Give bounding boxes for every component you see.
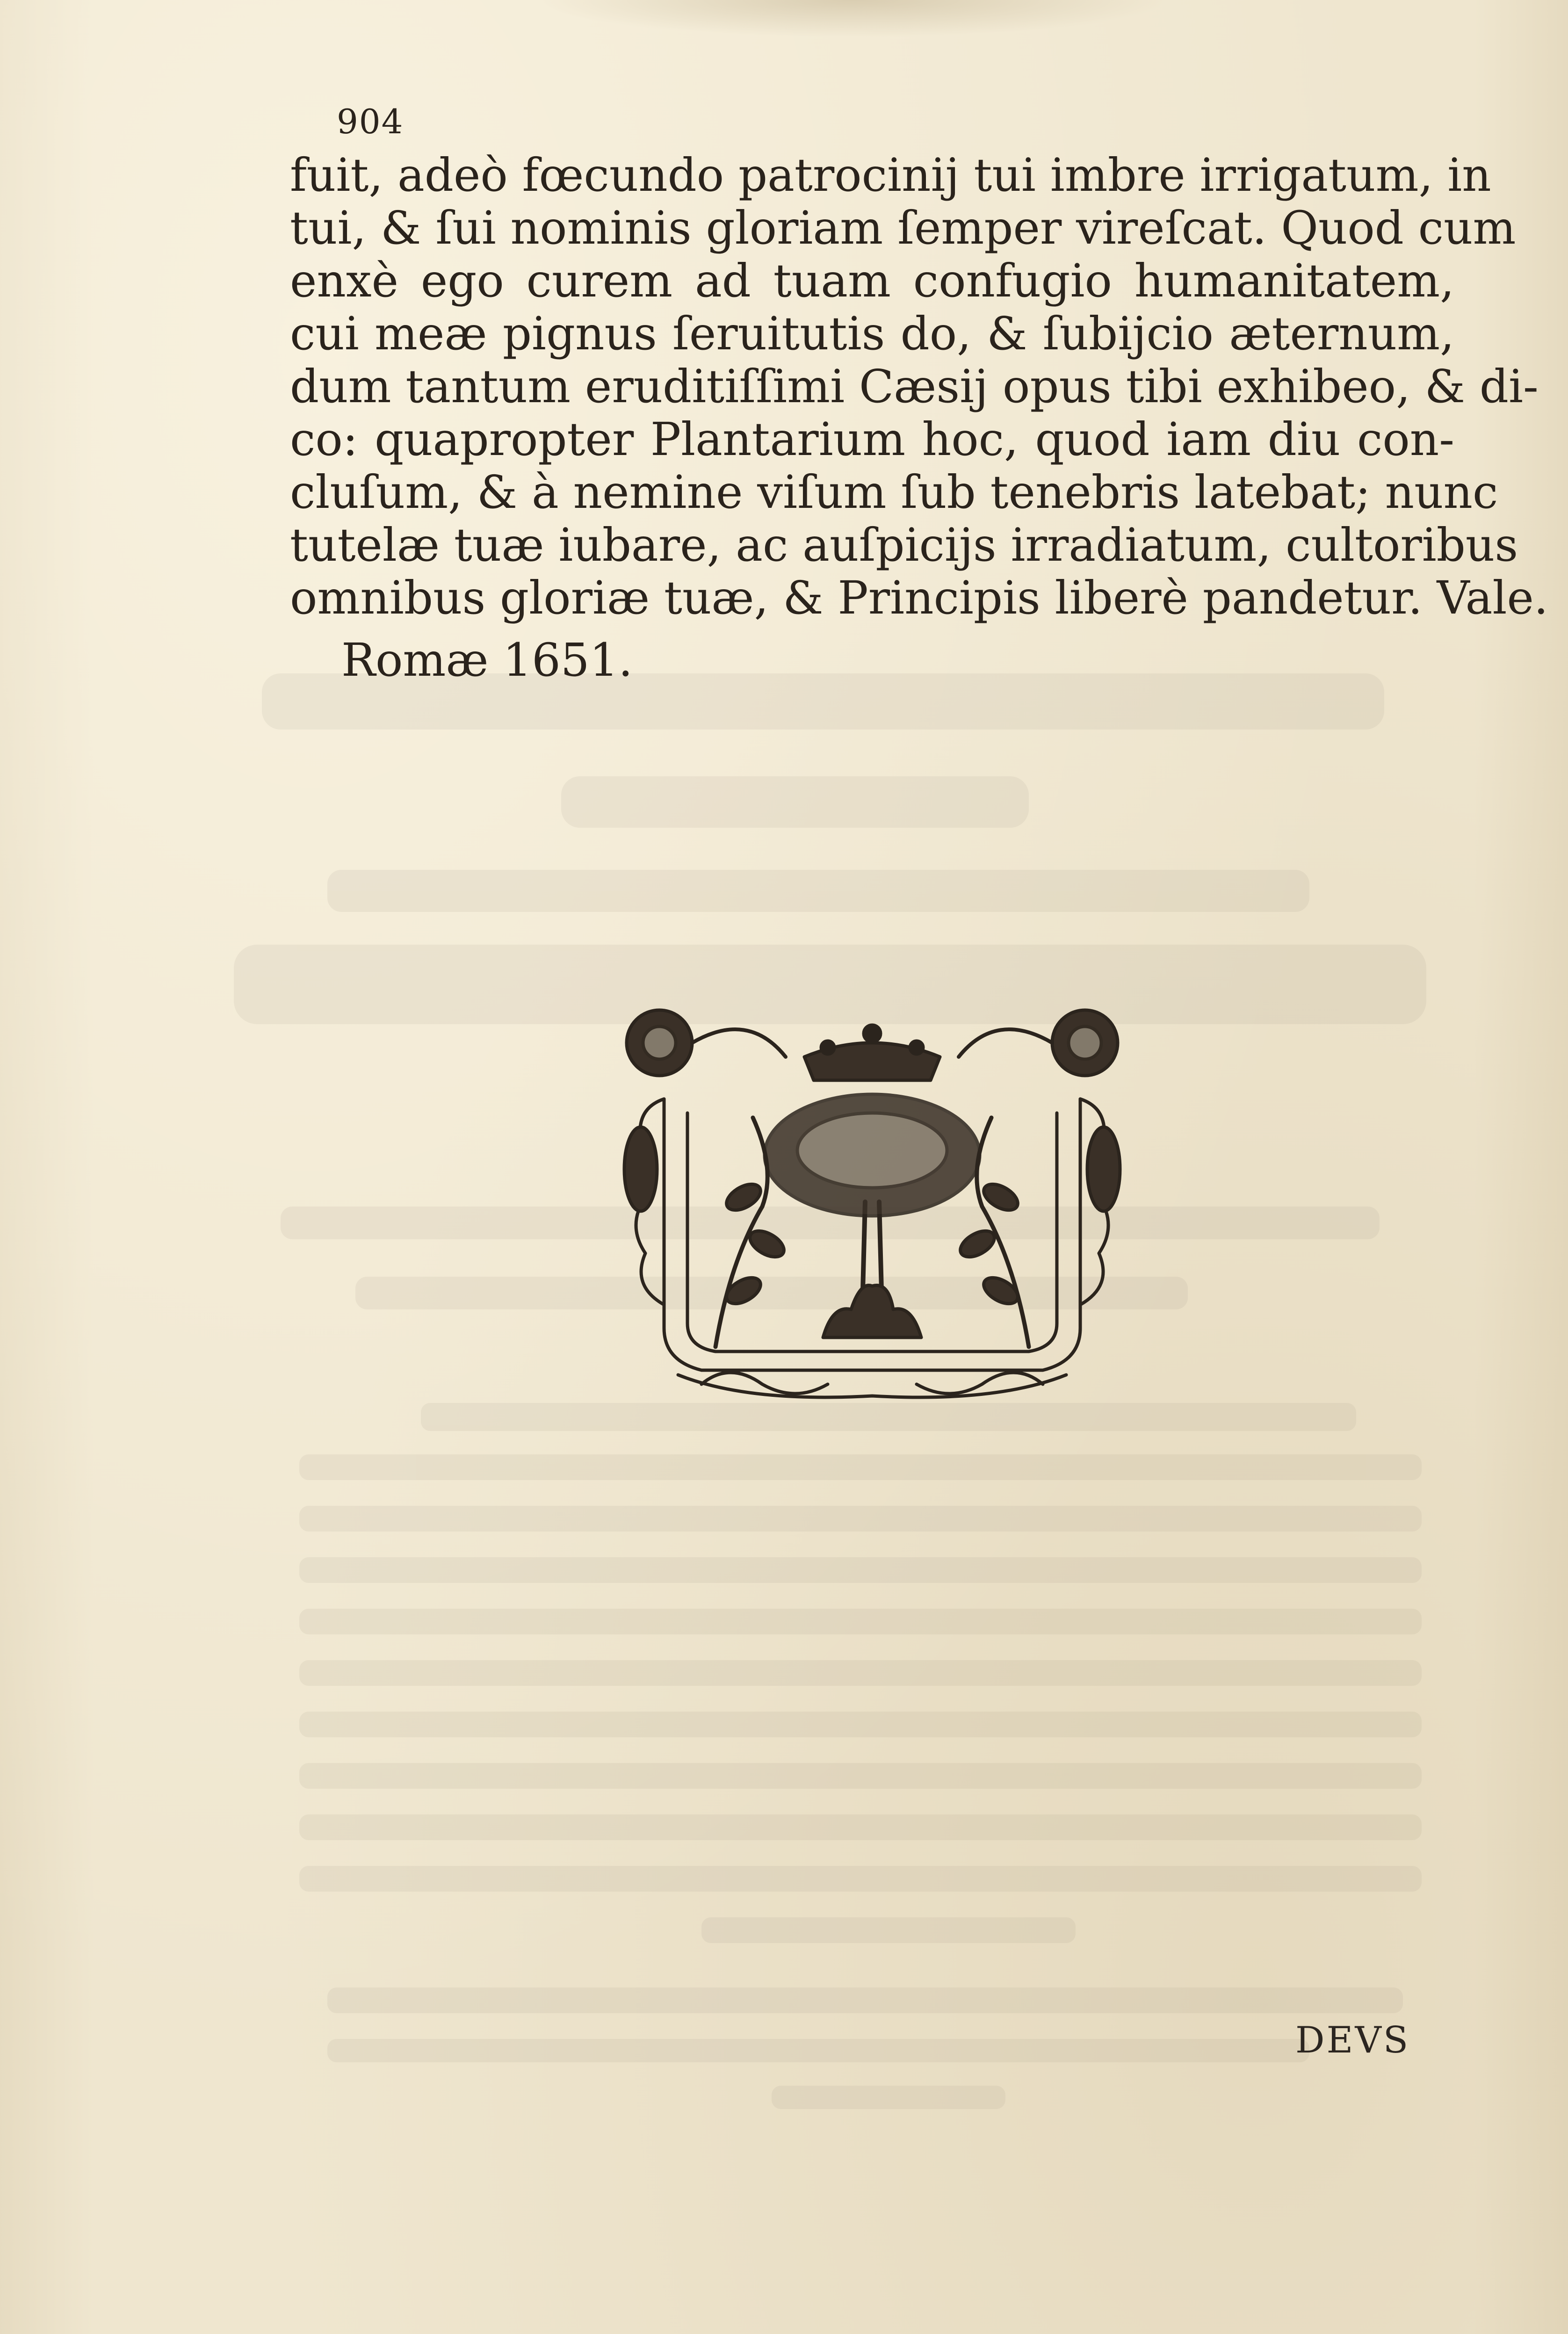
body-text: [290, 149, 1548, 624]
woodcut-vignette: [608, 1001, 1136, 1408]
closing-dateline: Romæ 1651.: [341, 634, 633, 686]
text-line: dum tantum eruditiſſimi Cæsij opus tibi exhibeo, & di-: [290, 360, 1539, 413]
catchword: DEVS: [1295, 2019, 1410, 2061]
text-line: cui meæ pignus ſeruitutis do, & ſubijcio æternum,: [290, 307, 1454, 360]
text-line: fuit, adeò fœcundo patrocinij tui imbre irrigatum, in: [290, 149, 1491, 202]
text-line: co: quapropter Plantarium hoc, quod iam diu con-: [290, 413, 1454, 466]
text-line: tutelæ tuæ iubare, ac auſpicijs irradiatum, cultoribus: [290, 519, 1518, 571]
page-number: 904: [337, 102, 404, 141]
paper-stain: [538, 0, 1169, 37]
text-line: tui, & ſui nominis gloriam ſemper vireſcat. Quod cum: [290, 202, 1516, 254]
text-line: cluſum, & à nemine viſum ſub tenebris latebat; nunc: [290, 466, 1498, 519]
text-line: enxè ego curem ad tuam confugio humanitatem,: [290, 254, 1454, 307]
text-line: omnibus gloriæ tuæ, & Principis liberè pandetur. Vale.: [290, 571, 1548, 624]
